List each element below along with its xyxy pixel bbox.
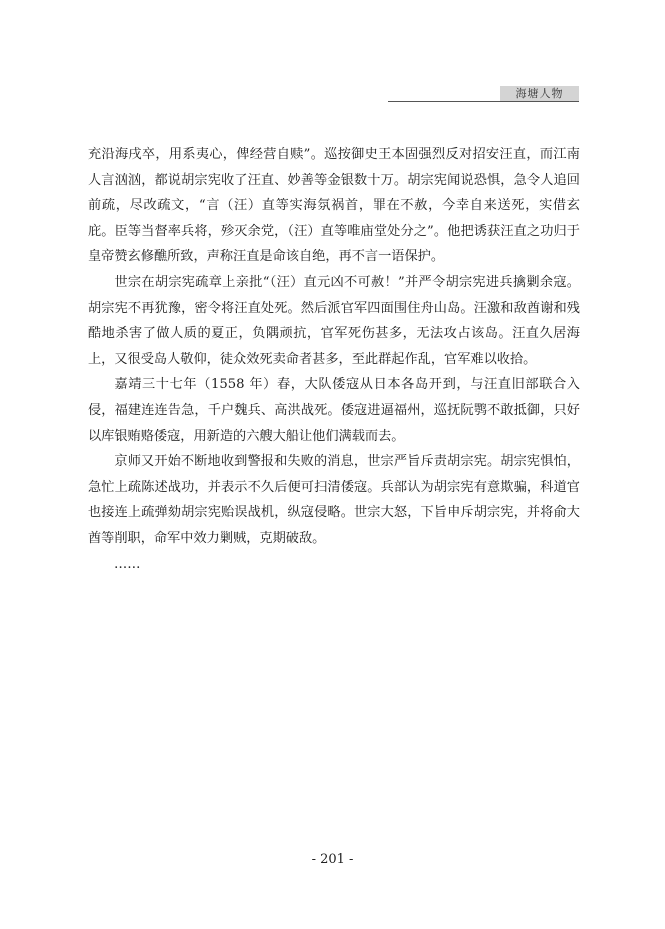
section-title: 海塘人物 [500, 86, 579, 101]
paragraph: 世宗在胡宗宪疏章上亲批“（汪）直元凶不可赦！”并严令胡宗宪进兵擒剿余寇。胡宗宪不再犹豫，密令将汪直处死。然后派官军四面围住舟山岛。汪激和敌酋谢和残酷地杀害了做人质的夏正，负隅顽抗，官军死伤甚多，无法攻占该岛。汪直久居海上，又很受岛人敬仰，徒众效死卖命者甚多，至此群起作乱，官军难以收拾。 [88, 274, 580, 367]
paragraph: 京师又开始不断地收到警报和失败的消息，世宗严旨斥责胡宗宪。胡宗宪惧怕，急忙上疏陈述战功，并表示不久后便可扫清倭寇。兵部认为胡宗宪有意欺骗，科道官也接连上疏弹劾胡宗宪贻误战机，纵寇侵略。世宗大怒，下旨申斥胡宗宪，并将俞大酋等削职，命军中效力剿贼，克期破敌。 [88, 454, 580, 546]
header-rule [388, 101, 579, 102]
paragraph-continued: 充沿海戌卒，用系夷心，俾经营自赎”。巡按御史王本固强烈反对招安汪直，而江南人言汹汹，都说胡宗宪收了汪直、妙善等金银数十万。胡宗宪闻说恐惧，急令人追回前疏，尽改疏文，“言（汪）直等实海氛祸首，罪在不赦，今幸自来送死，实借玄庇。臣等当督率兵将，殄灭余党，（汪）直等唯庙堂处分之”。他把诱获汪直之功归于皇帝赞玄修醮所致，声称汪直是命该自绝，再不言一语保护。 [88, 147, 580, 265]
body-text [88, 142, 580, 577]
ellipsis: …… [114, 556, 141, 572]
page-number: - 201 - [311, 852, 354, 867]
paragraph: 嘉靖三十七年（1558 年）春，大队倭寇从日本各岛开到，与汪直旧部联合入侵，福建连连告急，千户魏兵、高洪战死。倭寇进逼福州，巡抚阮鹗不敢抵御，只好以库银贿赂倭寇，用新造的六艘大船让他们满载而去。 [88, 377, 580, 444]
